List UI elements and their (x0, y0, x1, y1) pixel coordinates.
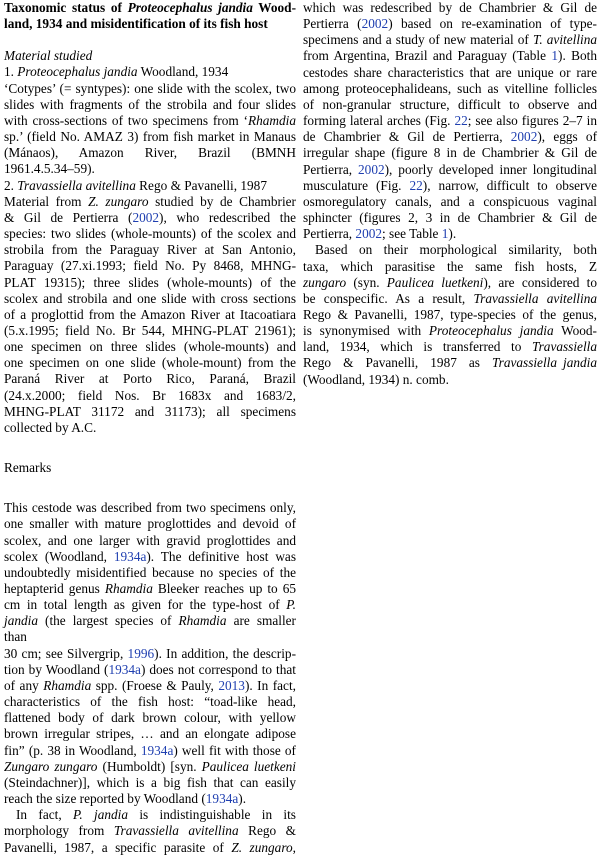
text-line: forming lateral arches (Fig. 22; see also figures 2–7 in (303, 113, 597, 129)
ref-link[interactable]: 2002 (358, 161, 385, 177)
left-column (4, 0, 296, 856)
ref-link[interactable]: 1934a (113, 548, 147, 564)
text-line: Pertierra, 2002), poorly developed inner longitudinal (303, 161, 598, 177)
right-column (303, 0, 597, 388)
text-line: sp.’ (field No. AMAZ 3) from fish market in Manaus (4, 129, 296, 145)
material-heading: Material studied (4, 48, 93, 64)
text-line: musculature (Fig. 22), narrow, difficult to observe (303, 177, 597, 193)
text-line: characteristics of the fish host: “toad-like head, (4, 694, 296, 710)
ref-link[interactable]: 2013 (218, 677, 245, 693)
text-line: one smaller with mature proglottides and devoid of (4, 516, 296, 532)
ref-link[interactable]: 22 (409, 177, 423, 193)
text-line: jandia (the largest species of Rhamdia are smaller than (4, 613, 296, 645)
material-item-2: 2. Travassiella avitellina Rego & Pavanelli, 1987 (4, 177, 267, 193)
text-line: (24.x.2000; field Nos. Br 1683x and 1683/2, (4, 387, 296, 403)
text-line: tion by Woodland (1934a) does not correspond to that (4, 661, 296, 677)
text-line: morphology from Travassiella avitellina Rego & (4, 823, 297, 839)
text-line: Pertierra, 2002; see Table 1). (303, 226, 457, 242)
text-line: ‘Cotypes’ (= syntypes): one slide with the scolex, two (4, 80, 296, 96)
title-taxon: Proteocephalus jandia (127, 0, 253, 15)
text-line: from Argentina, Brazil and Paraguay (Table 1). Both (303, 48, 597, 64)
ref-link[interactable]: 22 (454, 113, 468, 129)
section-title: Taxonomic status of Proteocephalus jandia Wood- (4, 0, 296, 15)
text-line: Pertierra (2002) based on re-examination of type- (303, 16, 597, 32)
text-line: Pavanelli, 1987, a specific parasite of Z. zungaro, (4, 839, 296, 855)
text-line: slides with fragments of the strobila and four slides (4, 96, 296, 112)
text-line: Rego & Pavanelli, 1987 as Travassiella jandia (303, 355, 597, 371)
text-line: with cross-sections of two specimens from ‘Rhamdia (4, 112, 296, 128)
ref-link[interactable]: 1934a (140, 742, 174, 758)
ref-link[interactable]: 1934a (108, 661, 141, 677)
text-line: strobila from the Paraguay River at San Antonio, (4, 242, 296, 258)
text-line: one specimen on one slide (whole-mount) from the (4, 355, 296, 371)
ref-link[interactable]: 2002 (361, 16, 389, 32)
text-line: MHNG-PLAT 31172 and 31173); all specimens (4, 403, 296, 419)
text-line: sphincter (figures 2, 3 in de Chambrier & Gil de (303, 210, 597, 226)
text-line: brown irregular stripes, … and an elongate adipose (4, 726, 296, 742)
text-line: among proteocephalideans, such as vitelline follicles (303, 80, 597, 96)
text-line: cm in total length as given for the type-host of P. (4, 597, 296, 613)
text-line: which was redescribed by de Chambrier & Gil de (303, 0, 597, 15)
text-line: In fact, P. jandia is indistinguishable in its (16, 807, 296, 823)
text-line: Rego & Pavanelli, 1987, type-species of the genus, (303, 306, 597, 322)
text-line: scolex (Woodland, 1934a). The definitive host was (4, 548, 296, 564)
text-line: of a proglottid from the Amazon River at Itacoatiara (4, 306, 296, 322)
ref-link[interactable]: 2002 (510, 129, 538, 145)
text-line: Material from Z. zungaro studied by de Chambrier (4, 193, 296, 209)
text-line: osmoregulatory canals, and a conspicuous vaginal (303, 193, 597, 209)
text-line: of any Rhamdia spp. (Froese & Pauly, 2013). In fact, (4, 677, 296, 693)
section-title-line2: land, 1934 and misidentification of its fish host (4, 16, 268, 32)
text-line: This cestode was described from two specimens only, (4, 500, 296, 516)
text-line: PLAT 19315); three slides (whole-mounts) of the (4, 274, 296, 290)
text-line: scolex, and one larger with gravid proglottides and (4, 532, 296, 548)
text-line: undoubtedly misidentified because no species of the (4, 564, 296, 580)
text-line: Paraná River at Porto Rico, Paraná, Brazil (4, 371, 296, 387)
text-line: fin” (p. 38 in Woodland, 1934a) well fit with those of (4, 742, 296, 758)
ref-link[interactable]: 2002 (355, 226, 383, 242)
text-line: cestodes share characteristics that are unique or rare (303, 64, 597, 80)
text-line: zungaro (syn. Paulicea luetkeni), are considered to (303, 274, 597, 290)
text-line: collected by A.C. (4, 419, 97, 435)
text-line: Zungaro zungaro (Humboldt) [syn. Paulicea luetkeni (4, 758, 296, 774)
text-line: de Chambrier & Gil de Pertierra, 2002), eggs of (303, 129, 597, 145)
ref-link[interactable]: 1934a (205, 791, 239, 807)
text-line: Paraguay (27.xi.1993; field No. Py 8468, MHNG- (4, 258, 296, 274)
text-line: taxa, which parasitise the same fish hosts, Z (303, 258, 597, 274)
ref-link[interactable]: 1996 (127, 645, 155, 661)
ref-link[interactable]: 1 (551, 48, 559, 64)
text-line: be conspecific. As a result, Travassiella avitellina (303, 290, 597, 306)
text-line: 30 cm; see Silvergrip, 1996). In addition, the descrip- (4, 645, 296, 661)
text-line: specimens and a study of new material of T. avitellina (303, 32, 598, 48)
text-line: heptapterid genus Rhamdia Bleeker reaches up to 65 (4, 581, 297, 596)
text-line: (5.x.1995; field No. Br 544, MHNG-PLAT 21961); (4, 322, 296, 338)
text-line: scolex and strobila and one slide with cross sections (4, 290, 296, 306)
text-line: species: two slides (whole-mounts) of the scolex and (4, 226, 296, 242)
material-item-1: 1. Proteocephalus jandia Woodland, 1934 (4, 64, 229, 80)
text-line: is synonymised with Proteocephalus jandia Wood- (303, 323, 597, 339)
text-line: flattened body of dark brown colour, with yellow (4, 710, 296, 726)
text-line: (Mánaos), Amazon River, Brazil (BMNH (4, 145, 296, 161)
ref-link[interactable]: 2002 (132, 209, 160, 225)
text-line: (Steindachner)], which is a big fish that can easily (4, 774, 296, 790)
remarks-heading: Remarks (4, 460, 52, 476)
text-line: & Gil de Pertierra (2002), who redescribed the (4, 209, 296, 225)
text-line: reach the size reported by Woodland (1934a). (4, 791, 247, 807)
text-line: land, 1934, which is transferred to Travassiella (303, 339, 597, 355)
text-line: (Woodland, 1934) n. comb. (303, 371, 449, 387)
ref-link[interactable]: 1 (441, 226, 449, 242)
text-line: irregular shape (figure 8 in de Chambrier & Gil de (303, 145, 597, 161)
text-line: 1961.4.5.34–59). (4, 161, 95, 177)
text-line: one specimen on three slides (whole-mounts) and (4, 339, 296, 355)
text-line: Based on their morphological similarity, both (315, 242, 597, 258)
text-line: of non-granular structure, difficult to observe and (303, 96, 597, 112)
